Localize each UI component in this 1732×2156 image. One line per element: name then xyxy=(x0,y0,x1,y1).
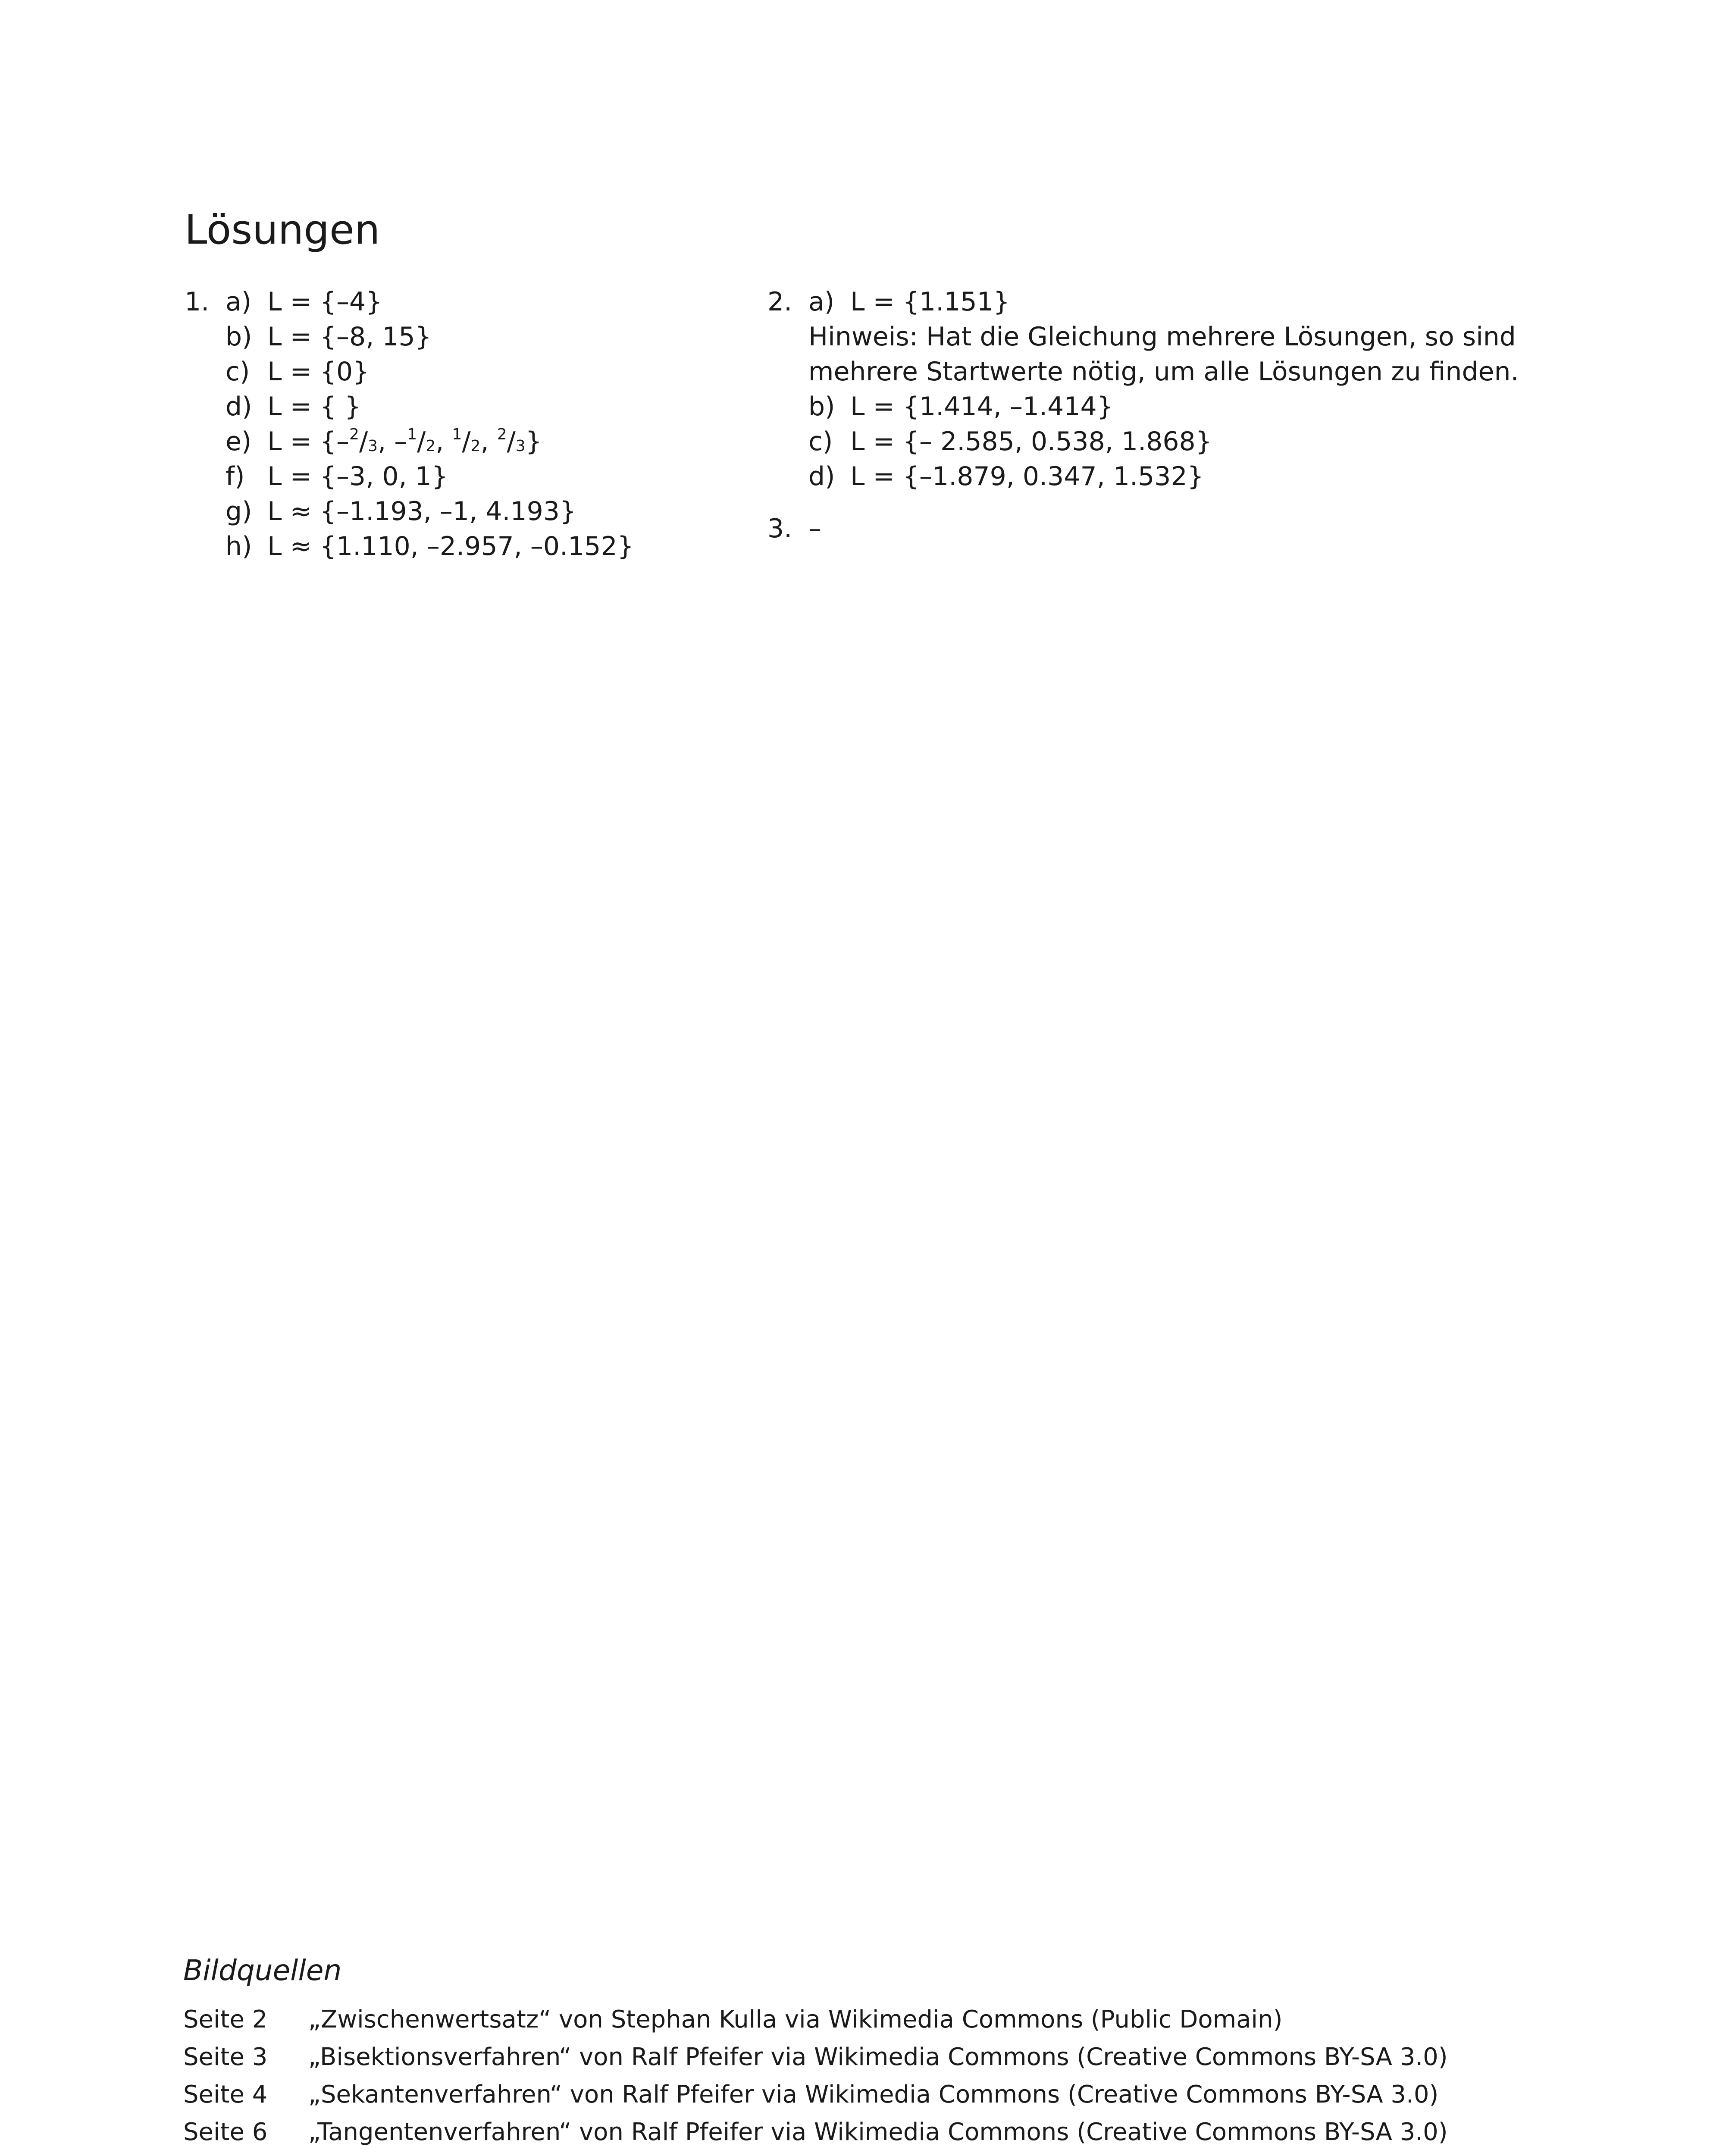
item-answer-fractions xyxy=(267,424,542,459)
item-letter: d) xyxy=(808,461,835,492)
item-answer: – xyxy=(808,514,821,544)
fraction-denominator: 3 xyxy=(368,437,378,455)
source-entry xyxy=(183,2113,1563,2151)
item-letter: a) xyxy=(808,287,835,317)
fraction: $-^1/_2$ xyxy=(394,425,436,457)
q1-item-g xyxy=(185,494,723,529)
q1-item-h xyxy=(185,529,723,564)
q1-item-b xyxy=(185,320,723,354)
fraction-numerator: 2 xyxy=(349,425,359,443)
item-letter: c) xyxy=(808,426,833,457)
source-page: Seite 3 xyxy=(183,2043,268,2071)
source-entry xyxy=(183,2076,1563,2113)
source-entry xyxy=(183,2001,1563,2038)
source-page: Seite 6 xyxy=(183,2118,268,2146)
q2-number: 2. xyxy=(767,287,792,317)
q1-item-f xyxy=(185,459,723,494)
item-letter: h) xyxy=(226,531,252,561)
item-answer: L = {1.151} xyxy=(850,287,1010,317)
fraction-sign: – xyxy=(336,426,350,457)
fraction-sign: – xyxy=(394,426,407,457)
source-page: Seite 2 xyxy=(183,2006,268,2034)
solutions-q2-q3 xyxy=(767,285,1544,546)
item-letter: a) xyxy=(226,287,252,317)
source-text: „Tangentenverfahren“ von Ralf Pfeifer via Wikimedia Commons (Creative Commons BY-SA 3.0) xyxy=(308,2118,1448,2146)
item-letter: b) xyxy=(808,392,835,422)
fraction-numerator: 2 xyxy=(497,425,507,443)
source-text: „Zwischenwertsatz“ von Stephan Kulla via Wikimedia Commons (Public Domain) xyxy=(308,2006,1283,2034)
q1-item-e xyxy=(185,424,723,459)
source-entry xyxy=(183,2038,1563,2076)
source-text: „Sekantenverfahren“ von Ralf Pfeifer via Wikimedia Commons (Creative Commons BY-SA 3.0) xyxy=(308,2081,1439,2109)
q2-item-d xyxy=(767,459,1544,494)
set-close: } xyxy=(525,426,542,457)
source-text: „Bisektionsverfahren“ von Ralf Pfeifer via Wikimedia Commons (Creative Commons BY-SA 3.0) xyxy=(308,2043,1448,2071)
q1-item-a xyxy=(185,285,723,320)
separator: , xyxy=(480,426,497,457)
separator: , xyxy=(435,426,452,457)
fraction: $-^2/_3$ xyxy=(336,425,378,457)
item-answer: L = {0} xyxy=(267,357,370,387)
source-entry xyxy=(183,2151,1563,2156)
item-letter: g) xyxy=(226,496,252,526)
item-answer: L = {– 2.585, 0.538, 1.868} xyxy=(850,426,1212,457)
fraction: $^2/_3$ xyxy=(497,425,526,457)
item-answer: L = {–4} xyxy=(267,287,382,317)
q2-item-b xyxy=(767,389,1544,424)
item-letter: d) xyxy=(226,392,252,422)
source-text xyxy=(308,2151,1484,2156)
item-answer: L = {–8, 15} xyxy=(267,322,432,352)
fraction: $^1/_2$ xyxy=(452,425,481,457)
item-letter: f) xyxy=(226,461,245,492)
hint-line: Hinweis: Hat die Gleichung mehrere Lösungen, so sind xyxy=(808,322,1516,352)
item-answer: L = {–1.879, 0.347, 1.532} xyxy=(850,461,1204,492)
q1-item-c xyxy=(185,354,723,389)
item-answer: L ≈ {–1.193, –1, 4.193} xyxy=(267,496,576,526)
q1-number: 1. xyxy=(185,287,210,317)
source-page xyxy=(183,2151,267,2156)
source-page: Seite 4 xyxy=(183,2081,268,2109)
page-heading: Lösungen xyxy=(185,207,380,254)
sources-list xyxy=(183,2001,1563,2156)
set-open: L = { xyxy=(267,426,337,457)
hint-line: mehrere Startwerte nötig, um alle Lösungen zu finden. xyxy=(808,357,1519,387)
item-letter: e) xyxy=(226,426,252,457)
item-answer: L = {1.414, –1.414} xyxy=(850,392,1113,422)
item-letter: c) xyxy=(226,357,250,387)
q2-item-c xyxy=(767,424,1544,459)
q2-item-a xyxy=(767,285,1544,320)
fraction-denominator: 3 xyxy=(515,437,526,455)
item-answer: L = { } xyxy=(267,392,361,422)
q3-number: 3. xyxy=(767,514,792,544)
solutions-q1 xyxy=(185,285,723,564)
fraction-denominator: 2 xyxy=(470,437,481,455)
fraction-denominator: 2 xyxy=(426,437,436,455)
q2-hint xyxy=(767,320,1544,389)
item-letter: b) xyxy=(226,322,252,352)
fraction-numerator: 1 xyxy=(407,425,417,443)
item-answer: L ≈ {1.110, –2.957, –0.152} xyxy=(267,531,634,561)
item-answer: L = {–3, 0, 1} xyxy=(267,461,448,492)
q3-item xyxy=(767,511,1544,546)
sources-title: Bildquellen xyxy=(183,1954,342,1987)
fraction-numerator: 1 xyxy=(452,425,462,443)
q1-item-d xyxy=(185,389,723,424)
separator: , xyxy=(378,426,395,457)
